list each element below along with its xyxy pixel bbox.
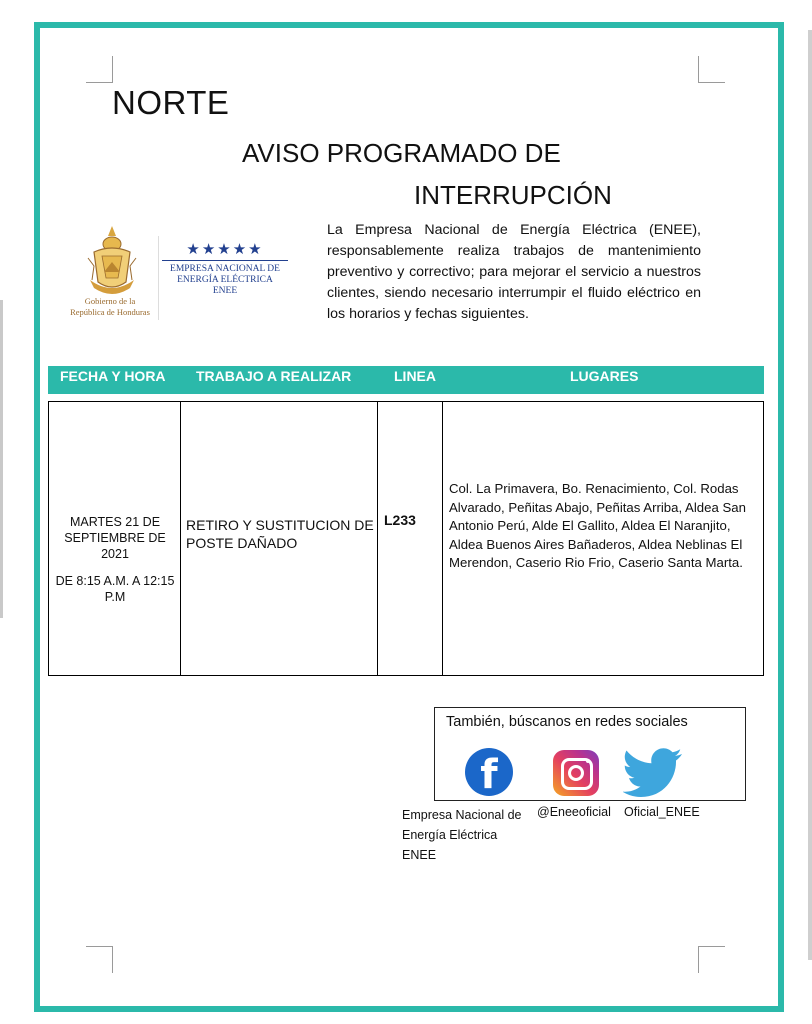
stars-icon: ★★★★★ bbox=[186, 241, 264, 258]
region-title: NORTE bbox=[112, 84, 230, 121]
social-title: También, búscanos en redes sociales bbox=[446, 714, 688, 730]
facebook-handle-line1: Empresa Nacional de bbox=[402, 808, 522, 822]
social-media-box bbox=[434, 707, 746, 801]
work-text: RETIRO Y SUSTITUCION DE POSTE DAÑADO bbox=[186, 517, 374, 551]
enee-logo-line2: ENERGÍA ELÉCTRICA bbox=[177, 275, 273, 285]
line-code: L233 bbox=[384, 512, 416, 528]
cell-line bbox=[377, 402, 442, 675]
logo-divider bbox=[158, 236, 159, 320]
gov-logo-caption-line2: República de Honduras bbox=[70, 307, 150, 317]
instagram-icon-lens bbox=[568, 765, 584, 781]
notice-title-line2: INTERRUPCIÓN bbox=[414, 180, 612, 210]
header-lugares: LUGARES bbox=[570, 368, 639, 384]
twitter-handle: Oficial_ENEE bbox=[624, 805, 700, 819]
instagram-handle: @Eneeoficial bbox=[537, 805, 611, 819]
enee-logo-rule bbox=[162, 260, 288, 261]
places-text: Col. La Primavera, Bo. Renacimiento, Col. Rodas Alvarado, Peñitas Abajo, Peñitas Arriba, Aldea San Antonio Perú, Alde El Gallito, Aldea El Naranjito, Aldea Buenos Aires Bañaderos, Aldea Neblinas El Merendon, Caserio Rio Frio, Caserio Santa Marta. bbox=[449, 481, 746, 570]
instagram-icon[interactable] bbox=[553, 750, 599, 796]
enee-logo-line1: EMPRESA NACIONAL DE bbox=[170, 264, 280, 274]
date-text: MARTES 21 DE SEPTIEMBRE DE 2021 bbox=[64, 515, 166, 561]
intro-paragraph: La Empresa Nacional de Energía Eléctrica (ENEE), responsablemente realiza trabajos de mantenimiento preventivo y correctivo; para mejorar el servicio a nuestros clientes, siendo necesario interrumpir el fluido eléctrico en los horarios y fechas siguientes. bbox=[327, 222, 701, 322]
table-header-bar bbox=[48, 366, 764, 394]
facebook-handle bbox=[402, 805, 522, 865]
cell-places bbox=[442, 402, 763, 675]
crop-mark-bottom-left bbox=[86, 946, 113, 973]
notice-title-line1: AVISO PROGRAMADO DE bbox=[242, 138, 561, 168]
page-edge-shadow-right bbox=[808, 30, 812, 960]
gov-logo-caption bbox=[64, 296, 156, 318]
cell-work bbox=[180, 402, 377, 675]
gov-logo-caption-line1: Gobierno de la bbox=[84, 296, 136, 306]
crop-mark-bottom-right bbox=[698, 946, 725, 973]
crop-mark-top-right bbox=[698, 56, 725, 83]
schedule-table bbox=[48, 401, 764, 676]
facebook-icon[interactable]: f bbox=[465, 748, 513, 796]
facebook-handle-line2: Energía Eléctrica bbox=[402, 828, 498, 842]
page-edge-shadow-left bbox=[0, 300, 3, 618]
header-linea: LINEA bbox=[394, 368, 436, 384]
enee-logo-line3: ENEE bbox=[212, 286, 238, 296]
enee-logo bbox=[162, 240, 288, 297]
time-text: DE 8:15 A.M. A 12:15 P.M bbox=[55, 574, 175, 604]
instagram-icon-dot bbox=[586, 759, 590, 763]
header-trabajo: TRABAJO A REALIZAR bbox=[196, 368, 352, 384]
header-fecha-hora: FECHA Y HORA bbox=[60, 368, 166, 384]
twitter-icon[interactable] bbox=[623, 748, 683, 798]
cell-date-time bbox=[49, 402, 179, 675]
facebook-handle-line3: ENEE bbox=[402, 848, 437, 862]
crop-mark-top-left bbox=[86, 56, 113, 83]
